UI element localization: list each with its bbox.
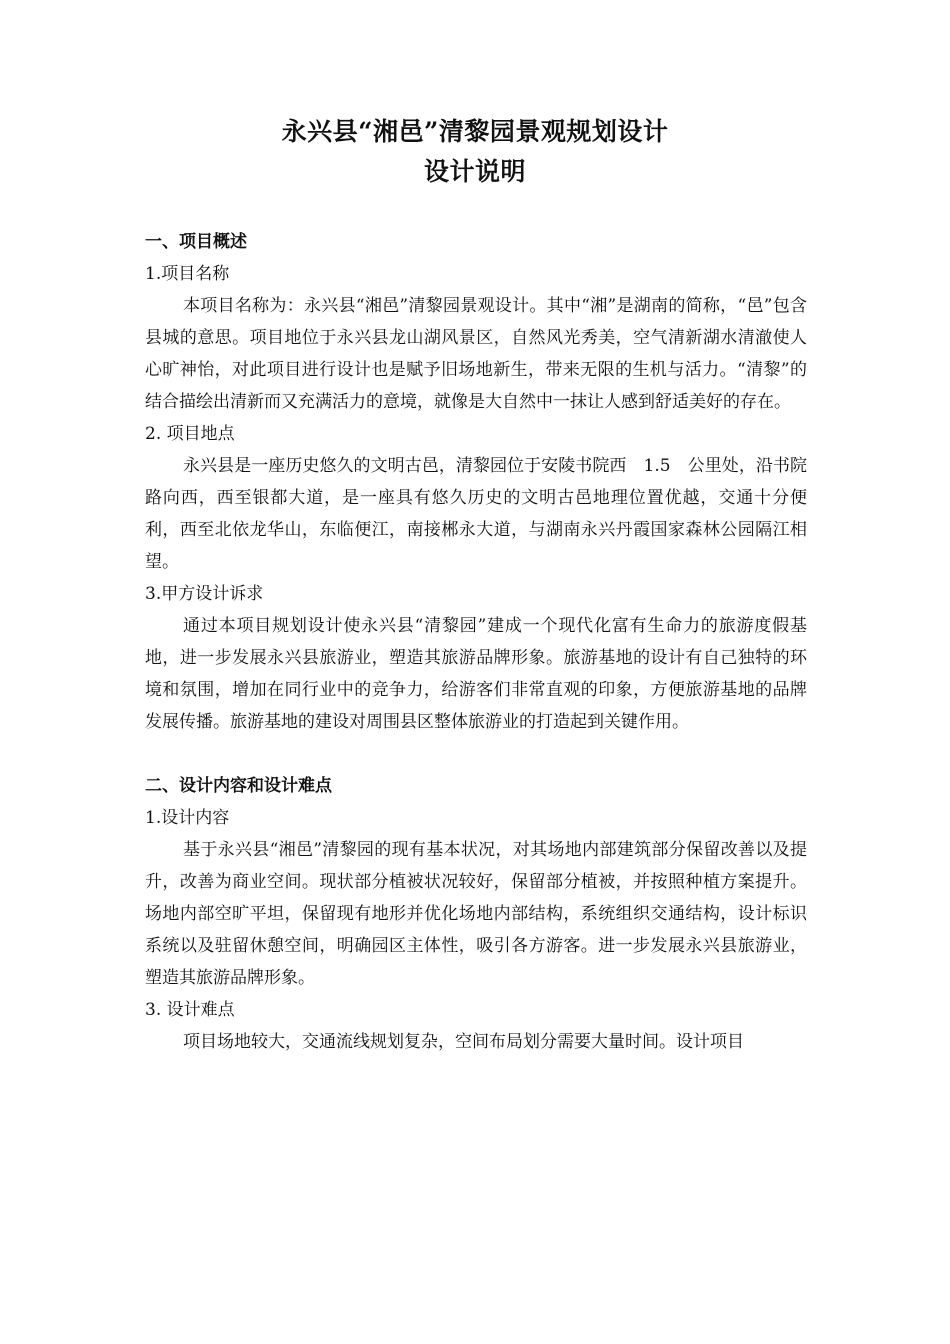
paragraph-project-name: 本项目名称为：永兴县“湘邑”清黎园景观设计。其中“湘”是湖南的简称，“邑”包含县城的意思。项目地位于永兴县龙山湖风景区，自然风光秀美，空气清新湖水清澈使人心旷神怡，对此项目进行设计也是赋予旧场地新生，带来无限的生机与活力。“清黎”的结合描绘出清新而又充满活力的意境，就像是大自然中一抹让人感到舒适美好的存在。 — [145, 296, 807, 412]
subheading-project-location: 2. 项目地点 — [145, 424, 235, 444]
subheading-project-name: 1.项目名称 — [145, 264, 230, 284]
paragraph-client-requirements: 通过本项目规划设计使永兴县“清黎园”建成一个现代化富有生命力的旅游度假基地，进一步发展永兴县旅游业，塑造其旅游品牌形象。旅游基地的设计有自己独特的环境和氛围，增加在同行业中的竞争力，给游客们非常直观的印象，方便旅游基地的品牌发展传播。旅游基地的建设对周围县区整体旅游业的打造起到关键作用。 — [145, 616, 807, 732]
section-overview — [145, 226, 807, 738]
section-spacer — [145, 738, 807, 770]
paragraph-design-content: 基于永兴县“湘邑”清黎园的现有基本状况，对其场地内部建筑部分保留改善以及提升，改善为商业空间。现状部分植被状况较好，保留部分植被，并按照种植方案提升。场地内部空旷平坦，保留现有地形并优化场地内部结构，系统组织交通结构，设计标识系统以及驻留休憩空间，明确园区主体性，吸引各方游客。进一步发展永兴县旅游业，塑造其旅游品牌形象。 — [145, 840, 807, 988]
section-heading: 二、设计内容和设计难点 — [145, 776, 332, 796]
subheading-design-content: 1.设计内容 — [145, 808, 230, 828]
paragraph-design-difficulties: 项目场地较大，交通流线规划复杂，空间布局划分需要大量时间。设计项目 — [183, 1032, 744, 1052]
section-design-content — [145, 770, 807, 1058]
document-title: 永兴县“湘邑”清黎园景观规划设计 — [281, 117, 669, 146]
paragraph-project-location: 永兴县是一座历史悠久的文明古邑，清黎园位于安陵书院西 1.5 公里处，沿书院路向西，西至银都大道，是一座具有悠久历史的文明古邑地理位置优越，交通十分便利，西至北依龙华山，东临便江，南接郴永大道，与湖南永兴丹霞国家森林公园隔江相望。 — [145, 456, 807, 572]
section-heading: 一、项目概述 — [145, 232, 247, 252]
subheading-client-requirements: 3.甲方设计诉求 — [145, 584, 264, 604]
document-body — [145, 226, 807, 1058]
subheading-design-difficulties: 3. 设计难点 — [145, 1000, 235, 1020]
document-subtitle: 设计说明 — [423, 157, 526, 186]
title-block — [0, 112, 950, 192]
